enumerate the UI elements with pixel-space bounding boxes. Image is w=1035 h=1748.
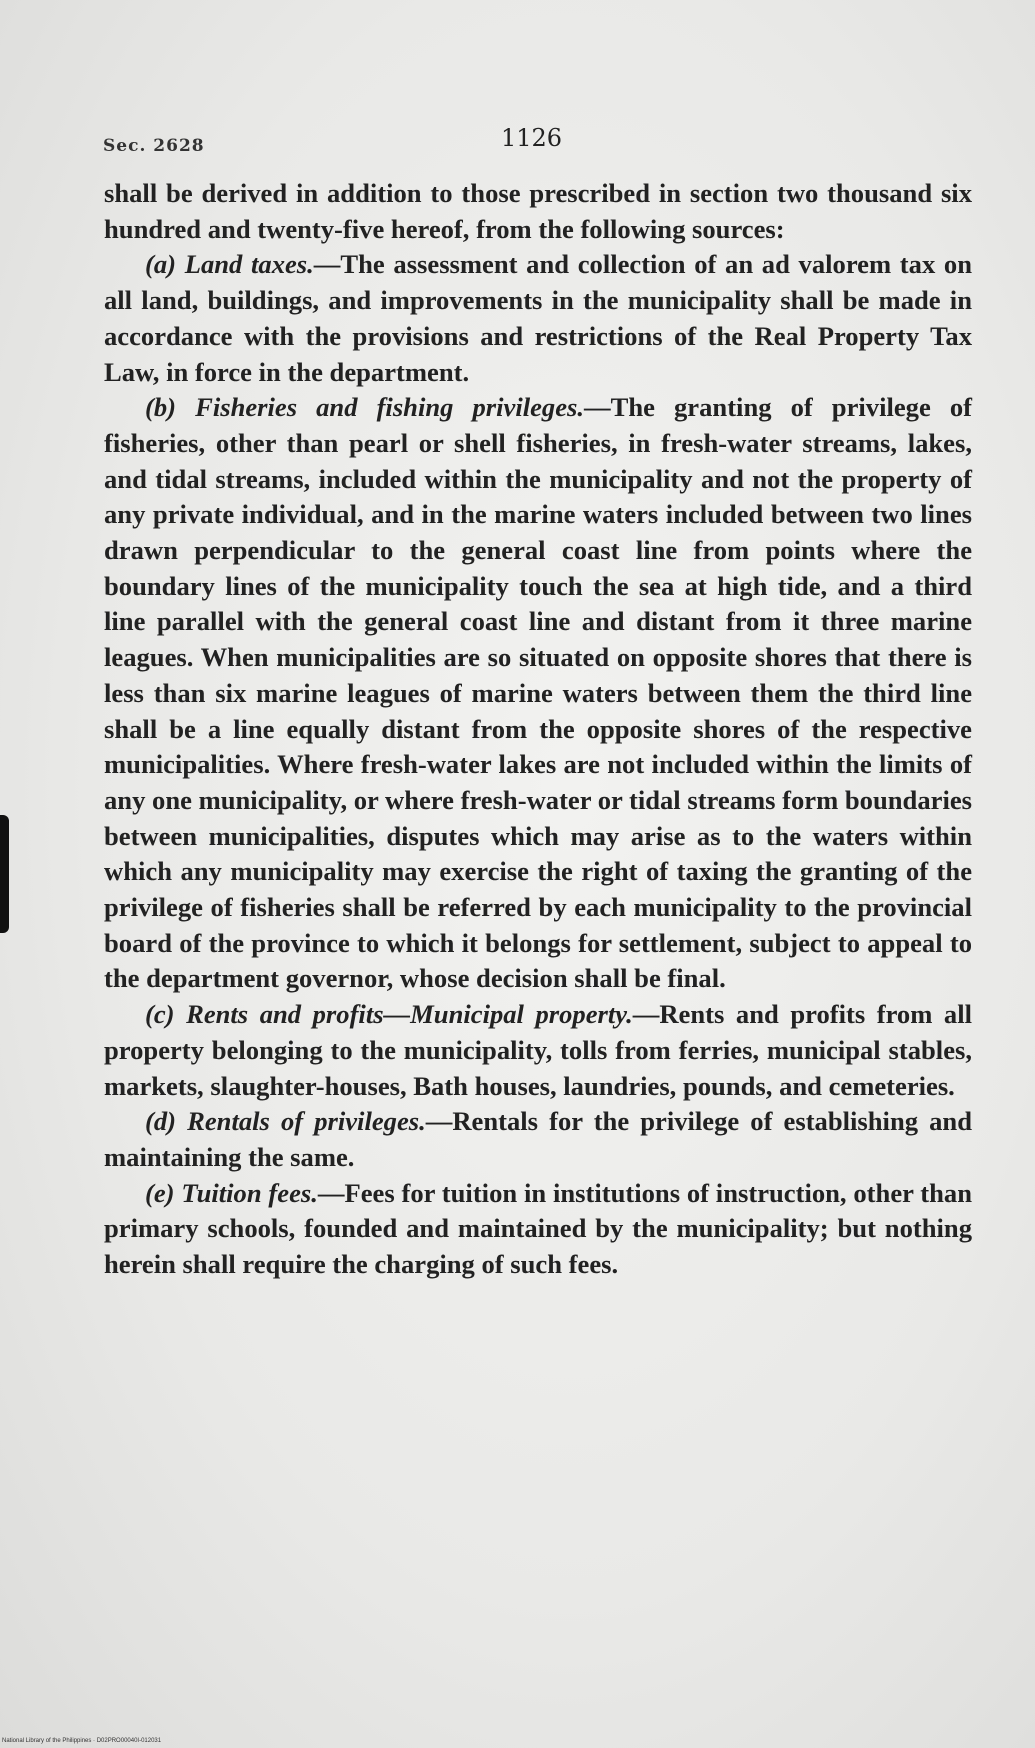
item-paragraph-c [104,997,972,1104]
page-body [104,176,972,1283]
item-heading: Fisheries and fishing privileges. [195,392,585,423]
item-heading: Land taxes. [184,249,314,280]
item-label: (a) [145,249,177,280]
section-label: Sec. 2628 [103,136,205,156]
scan-credit-line: National Library of the Philippines · D02PRO00040I-012031 [2,1738,162,1744]
item-label: (d) [145,1106,177,1137]
page-header [103,124,973,164]
item-label: (e) [145,1177,175,1208]
intro-paragraph: shall be derived in addition to those prescribed in section two thousand six hundred and twenty-five hereof, from the following sources: [104,178,972,244]
item-text: —Rents and profits from all property belonging to the municipality, tolls from ferries, municipal stables, markets, slaughter-houses, Bath houses, laundries, pounds, and cemeteries. [104,999,972,1101]
item-heading: Tuition fees. [181,1177,318,1208]
page-number: 1126 [501,124,563,152]
item-text: —The granting of privilege of fisheries, other than pearl or shell fisheries, in fresh-water streams, lakes, and tidal streams, included within the municipality and not the property of any private individual, and in the marine waters included between two lines drawn perpendicular to the general coast line from points where the boundary lines of the municipality touch the sea at high tide, and a third line parallel with the general coast line and distant from it three marine leagues. When municipalities are so situated on opposite shores that there is less than six marine leagues of marine waters between them the third line shall be a line equally distant from the opposite shores of the respective municipalities. Where fresh-water lakes are not included within the limits of any one municipality, or where fresh-water or tidal streams form boundaries between municipalities, disputes which may arise as to the waters within which any municipality may exercise the right of taxing the granting of the privilege of fisheries shall be referred by each municipality to the provincial board of the province to which it belongs for settlement, subject to appeal to the department governor, whose decision shall be final. [104,392,972,994]
item-paragraph-b [104,390,972,997]
item-paragraph-a [104,247,972,390]
item-heading: Rentals of privileges. [187,1106,426,1137]
item-heading: Rents and profits—Municipal property. [186,999,633,1030]
item-label: (c) [145,999,175,1030]
item-paragraph-d [104,1104,972,1175]
scan-edge-mark [0,815,9,933]
item-paragraph-e [104,1176,972,1283]
item-label: (b) [145,392,177,423]
item-text: —The assessment and collection of an ad valorem tax on all land, buildings, and improvements in the municipality shall be made in accordance with the provisions and restrictions of the Real Property Tax Law, in force in the department. [104,249,973,387]
item-text: —Fees for tuition in institutions of instruction, other than primary schools, founded and maintained by the municipality; but nothing herein shall require the charging of such fees. [104,1177,972,1280]
item-text: —Rentals for the privilege of establishing and maintaining the same. [104,1106,973,1172]
